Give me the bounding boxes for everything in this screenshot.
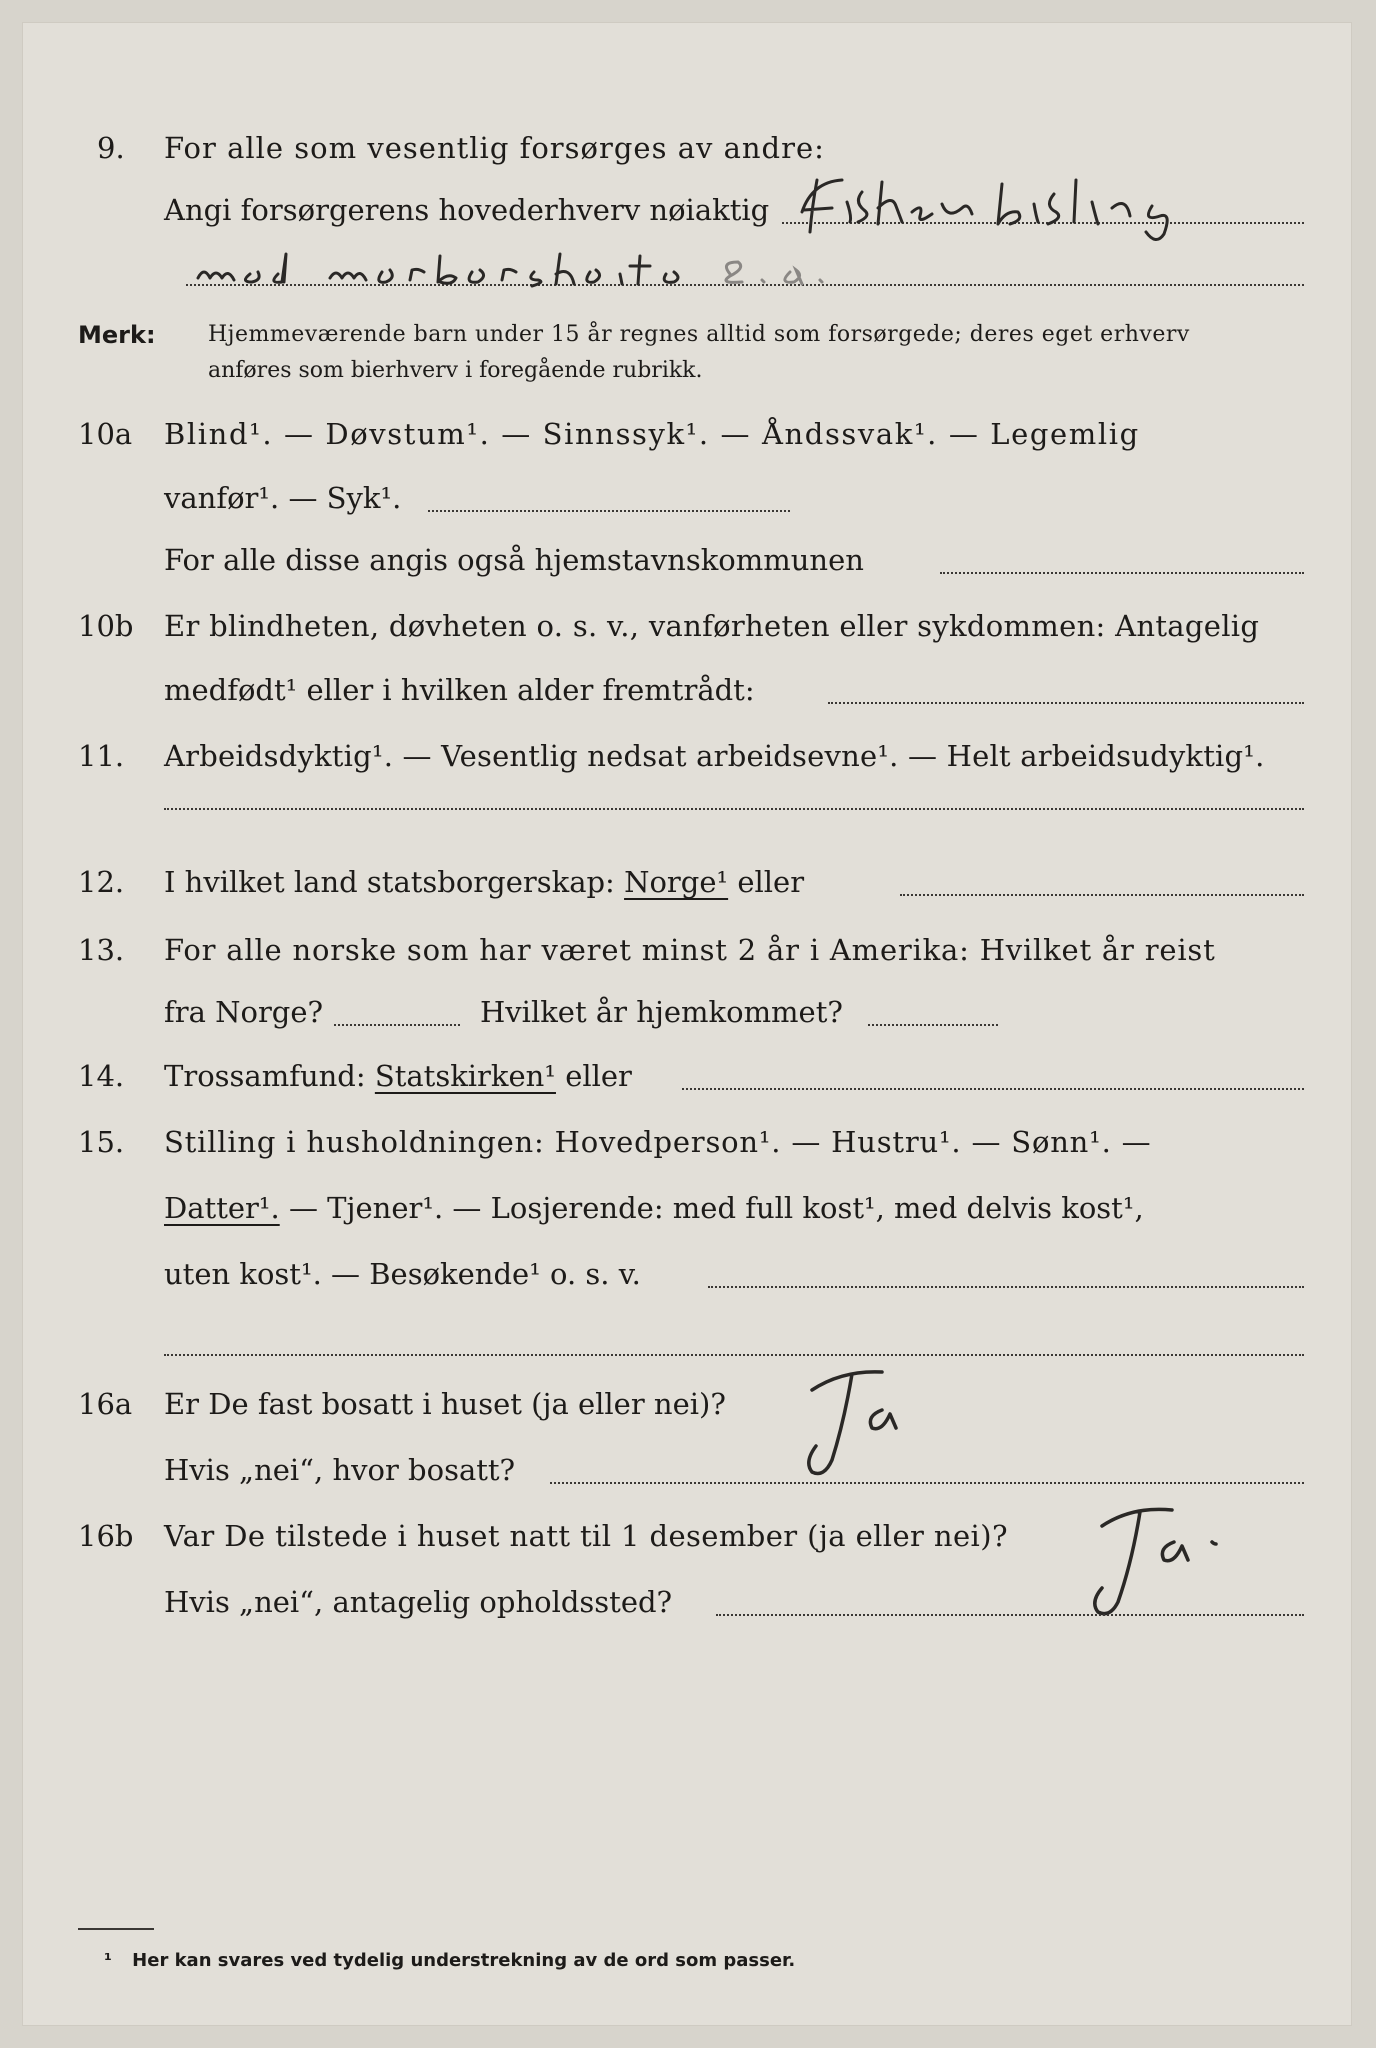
q12-or: eller bbox=[737, 865, 805, 899]
merk-text-line1: Hjemmeværende barn under 15 år regnes alltid som forsørgede; deres eget erhverv bbox=[208, 322, 1190, 347]
q15-answer-line bbox=[708, 1286, 1304, 1288]
q16b-line1: Var De tilstede i huset natt til 1 desember (ja eller nei)? bbox=[164, 1519, 1008, 1553]
footnote-mark: ¹ bbox=[104, 1950, 112, 1971]
q14-underlined-statskirken: Statskirken¹ bbox=[374, 1059, 556, 1093]
q15-underlined-datter: Datter¹. bbox=[164, 1191, 280, 1225]
item-number-12: 12. bbox=[78, 865, 125, 899]
q16a-answer-line bbox=[550, 1482, 1304, 1484]
q10a-line2: vanfør¹. — Syk¹. bbox=[164, 481, 402, 515]
item-number-15: 15. bbox=[78, 1125, 125, 1159]
q13-line1: For alle norske som har været minst 2 år i Amerika: Hvilket år reist bbox=[164, 933, 1216, 967]
item-number-9: 9. bbox=[97, 131, 125, 165]
q12-text bbox=[164, 862, 804, 902]
handwritten-answer-ja bbox=[782, 1362, 942, 1492]
item-number-16b: 16b bbox=[78, 1519, 134, 1553]
q9-line1: For alle som vesentlig forsørges av andre: bbox=[164, 131, 825, 165]
footnote-separator bbox=[78, 1928, 154, 1930]
q13-return-year-line bbox=[868, 1024, 998, 1026]
q16b-answer-line bbox=[716, 1614, 1304, 1616]
q10a-line1: Blind¹. — Døvstum¹. — Sinnssyk¹. — Åndssvak¹. — Legemlig bbox=[164, 417, 1140, 451]
q10a-line3: For alle disse angis også hjemstavnskommunen bbox=[164, 543, 864, 577]
q10a-municipality-answer-line bbox=[940, 572, 1304, 574]
q15-line2 bbox=[164, 1188, 1144, 1228]
q13-departure-year-line bbox=[334, 1024, 460, 1026]
footnote bbox=[104, 1950, 795, 1971]
q14-question: Trossamfund: bbox=[164, 1059, 366, 1093]
q15-extra-answer-line bbox=[164, 1354, 1304, 1356]
q12-underlined-norge: Norge¹ bbox=[624, 865, 729, 899]
item-number-10b: 10b bbox=[78, 609, 134, 643]
item-number-11: 11. bbox=[78, 739, 125, 773]
q14-or: eller bbox=[565, 1059, 632, 1093]
q12-answer-line bbox=[900, 894, 1304, 896]
q13-line2a: fra Norge? bbox=[164, 995, 324, 1029]
q16a-line1: Er De fast bosatt i huset (ja eller nei)? bbox=[164, 1387, 726, 1421]
q12-question: I hvilket land statsborgerskap: bbox=[164, 865, 615, 899]
q11-answer-line bbox=[164, 808, 1304, 810]
q15-line1: Stilling i husholdningen: Hovedperson¹. — Hustru¹. — Sønn¹. — bbox=[164, 1125, 1152, 1159]
item-number-14: 14. bbox=[78, 1059, 125, 1093]
item-number-13: 13. bbox=[78, 933, 125, 967]
q14-answer-line bbox=[682, 1088, 1304, 1090]
merk-text-line2: anføres som bierhverv i foregående rubrikk. bbox=[208, 358, 703, 383]
handwritten-answer-ja-dot bbox=[1062, 1502, 1262, 1632]
form-page bbox=[22, 22, 1352, 2026]
q16b-line2: Hvis „nei“, antagelig opholdssted? bbox=[164, 1585, 673, 1619]
q10a-sick-answer-line bbox=[428, 510, 790, 512]
q10b-line1: Er blindheten, døvheten o. s. v., vanførheten eller sykdommen: Antagelig bbox=[164, 609, 1260, 643]
item-number-10a: 10a bbox=[78, 417, 133, 451]
q15-line3: uten kost¹. — Besøkende¹ o. s. v. bbox=[164, 1257, 641, 1291]
q10b-line2: medfødt¹ eller i hvilken alder fremtrådt: bbox=[164, 673, 755, 707]
handwritten-answer-occupation bbox=[792, 172, 1292, 242]
handwritten-answer-vessel bbox=[190, 244, 1060, 294]
q13-line2b: Hvilket år hjemkommet? bbox=[480, 995, 843, 1029]
q10b-answer-line bbox=[828, 702, 1304, 704]
merk-label: Merk: bbox=[78, 321, 156, 349]
q15-line2-rest: — Tjener¹. — Losjerende: med full kost¹, med delvis kost¹, bbox=[288, 1191, 1144, 1225]
q16a-line2: Hvis „nei“, hvor bosatt? bbox=[164, 1453, 516, 1487]
q14-text bbox=[164, 1056, 632, 1096]
q11-line1: Arbeidsdyktig¹. — Vesentlig nedsat arbeidsevne¹. — Helt arbeidsudyktig¹. bbox=[164, 739, 1265, 773]
item-number-16a: 16a bbox=[78, 1387, 133, 1421]
q9-line2: Angi forsørgerens hovederhverv nøiaktig bbox=[164, 193, 770, 227]
footnote-text: Her kan svares ved tydelig understrekning av de ord som passer. bbox=[132, 1950, 796, 1971]
